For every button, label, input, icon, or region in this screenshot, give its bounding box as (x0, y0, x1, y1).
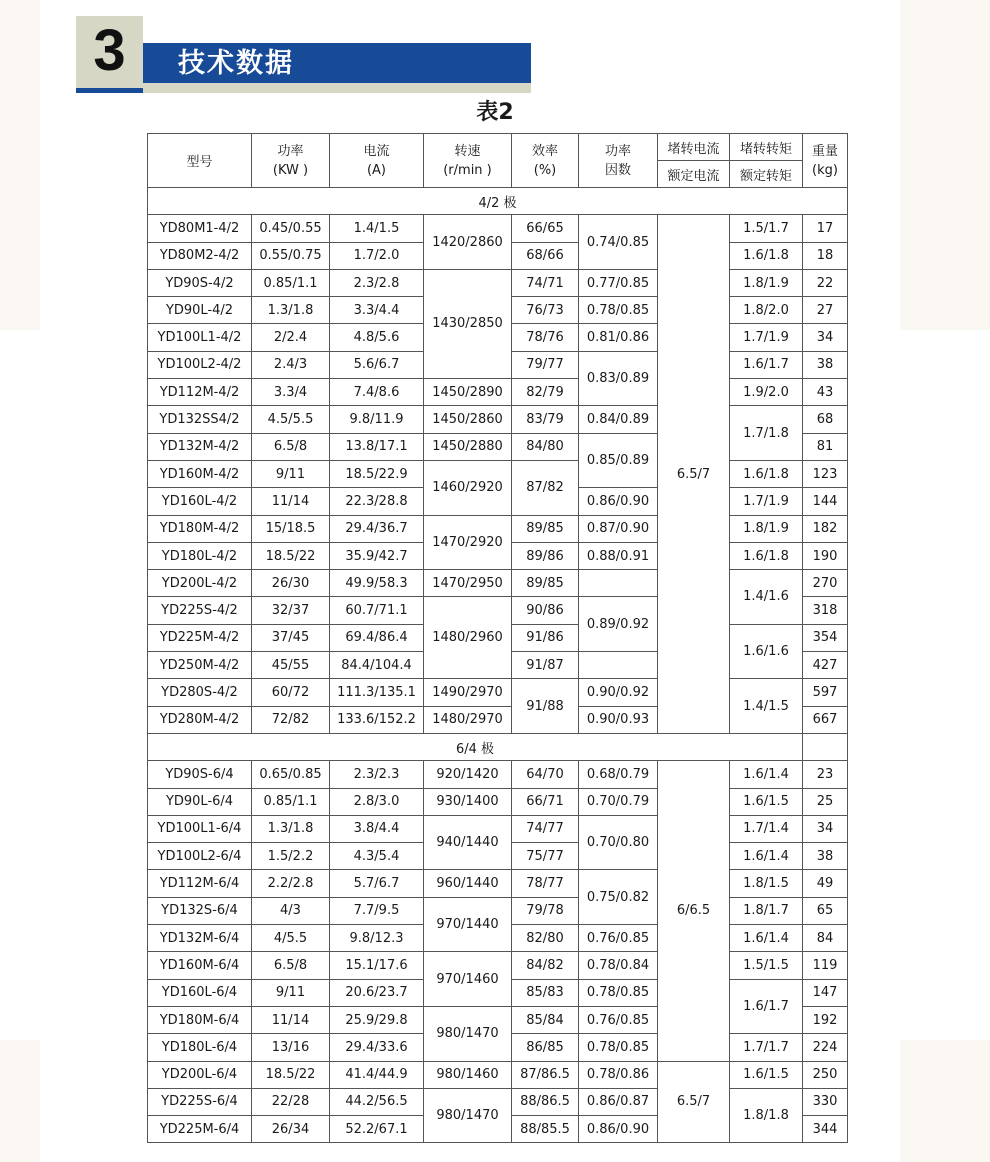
cell-speed: 970/1440 (424, 897, 512, 952)
cell-efficiency: 88/86.5 (512, 1088, 579, 1115)
cell-current: 3.8/4.4 (330, 815, 424, 842)
table-row (148, 815, 848, 842)
cell-weight: 123 (803, 460, 848, 487)
cell-efficiency: 91/87 (512, 652, 579, 679)
cell-power-factor: 0.90/0.93 (579, 706, 658, 733)
header-power (252, 134, 330, 188)
cell-speed: 1450/2890 (424, 379, 512, 406)
cell-weight: 38 (803, 351, 848, 378)
cell-efficiency: 87/82 (512, 460, 579, 515)
table-row (148, 788, 848, 815)
cell-power-factor: 0.90/0.92 (579, 679, 658, 706)
cell-power: 72/82 (252, 706, 330, 733)
cell-efficiency: 91/86 (512, 624, 579, 651)
cell-current: 60.7/71.1 (330, 597, 424, 624)
group-row-6-4 (148, 733, 848, 760)
cell-locked-torque: 1.5/1.5 (730, 952, 803, 979)
cell-current: 7.4/8.6 (330, 379, 424, 406)
cell-model: YD180L-4/2 (148, 542, 252, 569)
cell-speed: 920/1420 (424, 761, 512, 788)
cell-current: 15.1/17.6 (330, 952, 424, 979)
cell-locked-torque: 1.6/1.5 (730, 1061, 803, 1088)
cell-model: YD160L-6/4 (148, 979, 252, 1006)
cell-efficiency: 85/84 (512, 1006, 579, 1033)
cell-power: 4/5.5 (252, 925, 330, 952)
cell-power-factor: 0.85/0.89 (579, 433, 658, 488)
cell-model: YD180M-6/4 (148, 1006, 252, 1033)
cell-locked-torque: 1.7/1.9 (730, 488, 803, 515)
cell-model: YD225S-6/4 (148, 1088, 252, 1115)
header-current (330, 134, 424, 188)
cell-model: YD132S-6/4 (148, 897, 252, 924)
group-label-4-2: 4/2 极 (148, 188, 848, 215)
cell-locked-torque: 1.6/1.5 (730, 788, 803, 815)
cell-weight: 23 (803, 761, 848, 788)
cell-current: 2.3/2.8 (330, 269, 424, 296)
cell-model: YD132SS4/2 (148, 406, 252, 433)
cell-current: 4.3/5.4 (330, 843, 424, 870)
cell-power: 0.85/1.1 (252, 269, 330, 296)
cell-power-factor-empty (579, 652, 658, 679)
cell-power: 3.3/4 (252, 379, 330, 406)
cell-efficiency: 83/79 (512, 406, 579, 433)
cell-power: 0.65/0.85 (252, 761, 330, 788)
cell-power: 26/30 (252, 570, 330, 597)
header-speed (424, 134, 512, 188)
cell-weight: 43 (803, 379, 848, 406)
header-pf-label-1: 功率 (604, 143, 631, 159)
cell-current: 1.4/1.5 (330, 215, 424, 242)
cell-locked-torque: 1.6/1.4 (730, 761, 803, 788)
cell-power: 0.85/1.1 (252, 788, 330, 815)
table-row (148, 679, 848, 706)
header-power-unit: (KW ) (272, 162, 309, 178)
cell-current: 5.6/6.7 (330, 351, 424, 378)
cell-efficiency: 66/71 (512, 788, 579, 815)
cell-current: 20.6/23.7 (330, 979, 424, 1006)
cell-weight: 344 (803, 1116, 848, 1143)
cell-model: YD80M2-4/2 (148, 242, 252, 269)
header-speed-unit: (r/min ) (443, 162, 492, 178)
cell-power: 0.45/0.55 (252, 215, 330, 242)
cell-weight: 34 (803, 815, 848, 842)
header-power-label: 功率 (277, 143, 304, 159)
section-number-accent (76, 88, 143, 93)
cell-locked-current: 6.5/7 (658, 215, 730, 734)
header-efficiency-unit: (%) (533, 162, 557, 178)
cell-current: 44.2/56.5 (330, 1088, 424, 1115)
cell-speed: 1450/2860 (424, 406, 512, 433)
cell-model: YD225S-4/2 (148, 597, 252, 624)
cell-current: 22.3/28.8 (330, 488, 424, 515)
cell-speed: 1460/2920 (424, 460, 512, 515)
cell-power: 32/37 (252, 597, 330, 624)
table-row (148, 460, 848, 487)
cell-power-factor: 0.77/0.85 (579, 269, 658, 296)
cell-weight: 34 (803, 324, 848, 351)
header-speed-label: 转速 (454, 143, 481, 159)
cell-model: YD112M-4/2 (148, 379, 252, 406)
cell-efficiency: 76/73 (512, 297, 579, 324)
table-row (148, 515, 848, 542)
cell-speed: 1480/2960 (424, 597, 512, 679)
cell-power-factor-empty (579, 570, 658, 597)
cell-locked-torque: 1.6/1.7 (730, 351, 803, 378)
header-locked-current-bottom: 额定电流 (658, 161, 730, 188)
header-power-factor (579, 134, 658, 188)
cell-weight: 49 (803, 870, 848, 897)
cell-current: 9.8/12.3 (330, 925, 424, 952)
cell-efficiency: 84/80 (512, 433, 579, 460)
cell-current: 111.3/135.1 (330, 679, 424, 706)
cell-power-factor: 0.86/0.90 (579, 488, 658, 515)
cell-model: YD225M-6/4 (148, 1116, 252, 1143)
section-number: 3 (93, 18, 126, 83)
cell-current: 84.4/104.4 (330, 652, 424, 679)
cell-power-factor: 0.86/0.87 (579, 1088, 658, 1115)
page-margin-left (0, 0, 40, 330)
cell-model: YD250M-4/2 (148, 652, 252, 679)
cell-power: 45/55 (252, 652, 330, 679)
header-efficiency-label: 效率 (531, 143, 558, 159)
cell-current: 29.4/33.6 (330, 1034, 424, 1061)
cell-weight: 427 (803, 652, 848, 679)
cell-speed: 1470/2950 (424, 570, 512, 597)
cell-locked-torque: 1.6/1.8 (730, 542, 803, 569)
cell-power: 11/14 (252, 488, 330, 515)
cell-current: 3.3/4.4 (330, 297, 424, 324)
cell-current: 13.8/17.1 (330, 433, 424, 460)
header-model: 型号 (148, 134, 252, 188)
cell-current: 41.4/44.9 (330, 1061, 424, 1088)
cell-weight: 17 (803, 215, 848, 242)
cell-locked-torque: 1.6/1.4 (730, 843, 803, 870)
header-weight-label: 重量 (811, 143, 838, 159)
cell-power-factor: 0.76/0.85 (579, 925, 658, 952)
cell-locked-torque: 1.4/1.6 (730, 570, 803, 625)
section-number-box (76, 16, 143, 93)
cell-power: 2.4/3 (252, 351, 330, 378)
cell-weight: 27 (803, 297, 848, 324)
cell-locked-torque: 1.5/1.7 (730, 215, 803, 242)
cell-efficiency: 79/77 (512, 351, 579, 378)
cell-power: 4.5/5.5 (252, 406, 330, 433)
cell-efficiency: 88/85.5 (512, 1116, 579, 1143)
cell-current: 5.7/6.7 (330, 870, 424, 897)
cell-model: YD90L-4/2 (148, 297, 252, 324)
cell-efficiency: 78/77 (512, 870, 579, 897)
cell-current: 25.9/29.8 (330, 1006, 424, 1033)
cell-efficiency: 89/85 (512, 515, 579, 542)
cell-power: 6.5/8 (252, 433, 330, 460)
cell-model: YD160M-6/4 (148, 952, 252, 979)
cell-power: 15/18.5 (252, 515, 330, 542)
cell-speed: 960/1440 (424, 870, 512, 897)
cell-model: YD80M1-4/2 (148, 215, 252, 242)
table-row (148, 761, 848, 788)
cell-power: 6.5/8 (252, 952, 330, 979)
cell-current: 7.7/9.5 (330, 897, 424, 924)
cell-locked-torque: 1.8/1.9 (730, 515, 803, 542)
cell-locked-torque: 1.6/1.8 (730, 460, 803, 487)
header-weight-unit: (kg) (812, 162, 838, 178)
cell-speed: 1420/2860 (424, 215, 512, 270)
cell-power-factor: 0.88/0.91 (579, 542, 658, 569)
cell-speed: 980/1470 (424, 1006, 512, 1061)
cell-efficiency: 91/88 (512, 679, 579, 734)
cell-efficiency: 79/78 (512, 897, 579, 924)
cell-current: 49.9/58.3 (330, 570, 424, 597)
table-row (148, 215, 848, 242)
cell-model: YD225M-4/2 (148, 624, 252, 651)
cell-current: 2.3/2.3 (330, 761, 424, 788)
cell-weight: 18 (803, 242, 848, 269)
cell-power-factor: 0.74/0.85 (579, 215, 658, 270)
header-locked-torque-top: 堵转转矩 (730, 134, 803, 161)
cell-power: 18.5/22 (252, 1061, 330, 1088)
cell-efficiency: 90/86 (512, 597, 579, 624)
header-current-label: 电流 (363, 143, 390, 159)
cell-power: 2/2.4 (252, 324, 330, 351)
table-row (148, 1088, 848, 1115)
cell-power: 1.5/2.2 (252, 843, 330, 870)
cell-current: 35.9/42.7 (330, 542, 424, 569)
cell-locked-torque: 1.7/1.8 (730, 406, 803, 461)
cell-efficiency: 68/66 (512, 242, 579, 269)
cell-model: YD280S-4/2 (148, 679, 252, 706)
cell-speed: 940/1440 (424, 815, 512, 870)
cell-speed: 1470/2920 (424, 515, 512, 570)
cell-weight: 354 (803, 624, 848, 651)
cell-efficiency: 75/77 (512, 843, 579, 870)
cell-weight: 192 (803, 1006, 848, 1033)
cell-weight: 318 (803, 597, 848, 624)
cell-model: YD200L-4/2 (148, 570, 252, 597)
cell-weight: 250 (803, 1061, 848, 1088)
cell-efficiency: 85/83 (512, 979, 579, 1006)
cell-power-factor: 0.78/0.84 (579, 952, 658, 979)
cell-locked-torque: 1.8/1.9 (730, 269, 803, 296)
table-row (148, 570, 848, 597)
cell-current: 133.6/152.2 (330, 706, 424, 733)
cell-locked-torque: 1.9/2.0 (730, 379, 803, 406)
cell-efficiency: 89/86 (512, 542, 579, 569)
cell-model: YD280M-4/2 (148, 706, 252, 733)
cell-model: YD100L2-6/4 (148, 843, 252, 870)
cell-weight: 84 (803, 925, 848, 952)
cell-efficiency: 82/79 (512, 379, 579, 406)
cell-model: YD200L-6/4 (148, 1061, 252, 1088)
header-pf-label-2: 因数 (604, 162, 631, 178)
cell-model: YD100L1-6/4 (148, 815, 252, 842)
cell-power: 1.3/1.8 (252, 297, 330, 324)
cell-current: 4.8/5.6 (330, 324, 424, 351)
cell-weight: 144 (803, 488, 848, 515)
cell-weight: 270 (803, 570, 848, 597)
cell-efficiency: 64/70 (512, 761, 579, 788)
cell-current: 2.8/3.0 (330, 788, 424, 815)
cell-power: 60/72 (252, 679, 330, 706)
cell-weight: 81 (803, 433, 848, 460)
cell-power: 13/16 (252, 1034, 330, 1061)
cell-power-factor: 0.75/0.82 (579, 870, 658, 925)
cell-current: 29.4/36.7 (330, 515, 424, 542)
section-underline (76, 83, 531, 93)
header-efficiency (512, 134, 579, 188)
cell-locked-torque: 1.8/1.5 (730, 870, 803, 897)
cell-efficiency: 86/85 (512, 1034, 579, 1061)
cell-power: 11/14 (252, 1006, 330, 1033)
cell-model: YD90L-6/4 (148, 788, 252, 815)
cell-locked-torque: 1.8/2.0 (730, 297, 803, 324)
cell-model: YD112M-6/4 (148, 870, 252, 897)
cell-power-factor: 0.81/0.86 (579, 324, 658, 351)
page-margin-left-bottom (0, 1040, 40, 1162)
cell-speed: 970/1460 (424, 952, 512, 1007)
cell-current: 69.4/86.4 (330, 624, 424, 651)
cell-weight: 182 (803, 515, 848, 542)
cell-speed: 930/1400 (424, 788, 512, 815)
cell-locked-torque: 1.8/1.7 (730, 897, 803, 924)
header-locked-torque-bottom: 额定转矩 (730, 161, 803, 188)
cell-efficiency: 82/80 (512, 925, 579, 952)
cell-locked-torque: 1.6/1.8 (730, 242, 803, 269)
page-margin-right-bottom (900, 1040, 990, 1162)
cell-locked-torque: 1.6/1.4 (730, 925, 803, 952)
cell-power: 18.5/22 (252, 542, 330, 569)
cell-efficiency: 74/71 (512, 269, 579, 296)
cell-locked-torque: 1.7/1.7 (730, 1034, 803, 1061)
header-row (148, 134, 848, 161)
cell-weight: 25 (803, 788, 848, 815)
cell-model: YD132M-6/4 (148, 925, 252, 952)
cell-current: 18.5/22.9 (330, 460, 424, 487)
header-current-unit: (A) (366, 162, 387, 178)
cell-model: YD160M-4/2 (148, 460, 252, 487)
cell-power-factor: 0.70/0.79 (579, 788, 658, 815)
cell-model: YD180M-4/2 (148, 515, 252, 542)
cell-efficiency: 74/77 (512, 815, 579, 842)
cell-locked-torque: 1.8/1.8 (730, 1088, 803, 1143)
cell-weight: 597 (803, 679, 848, 706)
cell-model: YD160L-4/2 (148, 488, 252, 515)
cell-weight: 65 (803, 897, 848, 924)
table-caption: 表2 (476, 100, 514, 125)
cell-weight: 667 (803, 706, 848, 733)
cell-power-factor: 0.78/0.85 (579, 979, 658, 1006)
cell-power-factor: 0.84/0.89 (579, 406, 658, 433)
cell-speed: 980/1460 (424, 1061, 512, 1088)
cell-weight: 119 (803, 952, 848, 979)
cell-efficiency: 89/85 (512, 570, 579, 597)
table-row (148, 897, 848, 924)
cell-weight: 22 (803, 269, 848, 296)
table-row (148, 870, 848, 897)
cell-locked-current: 6.5/7 (658, 1061, 730, 1143)
group-row-4-2 (148, 188, 848, 215)
cell-speed: 1490/2970 (424, 679, 512, 706)
cell-locked-current: 6/6.5 (658, 761, 730, 1061)
cell-locked-torque: 1.7/1.9 (730, 324, 803, 351)
cell-power: 1.3/1.8 (252, 815, 330, 842)
cell-efficiency: 84/82 (512, 952, 579, 979)
cell-locked-torque: 1.4/1.5 (730, 679, 803, 734)
cell-speed: 1450/2880 (424, 433, 512, 460)
cell-weight: 68 (803, 406, 848, 433)
cell-power-factor: 0.89/0.92 (579, 597, 658, 652)
cell-model: YD180L-6/4 (148, 1034, 252, 1061)
cell-locked-torque: 1.6/1.7 (730, 979, 803, 1034)
group-label-6-4: 6/4 极 (148, 733, 803, 760)
cell-power-factor: 0.68/0.79 (579, 761, 658, 788)
table-row (148, 269, 848, 296)
header-locked-current-top: 堵转电流 (658, 134, 730, 161)
cell-power-factor: 0.76/0.85 (579, 1006, 658, 1033)
cell-power: 37/45 (252, 624, 330, 651)
cell-power-factor: 0.78/0.85 (579, 297, 658, 324)
page-margin-right (900, 0, 990, 330)
header-weight (803, 134, 848, 188)
table-row (148, 406, 848, 433)
cell-locked-torque: 1.7/1.4 (730, 815, 803, 842)
cell-power: 2.2/2.8 (252, 870, 330, 897)
cell-model: YD90S-4/2 (148, 269, 252, 296)
cell-current: 1.7/2.0 (330, 242, 424, 269)
cell-weight: 147 (803, 979, 848, 1006)
cell-model: YD100L1-4/2 (148, 324, 252, 351)
cell-weight: 224 (803, 1034, 848, 1061)
cell-weight: 38 (803, 843, 848, 870)
cell-speed: 980/1470 (424, 1088, 512, 1143)
table-row (148, 952, 848, 979)
cell-model: YD132M-4/2 (148, 433, 252, 460)
cell-power: 0.55/0.75 (252, 242, 330, 269)
group-row-6-4-weight-empty (803, 733, 848, 760)
cell-power-factor: 0.78/0.86 (579, 1061, 658, 1088)
cell-power-factor: 0.86/0.90 (579, 1116, 658, 1143)
cell-weight: 330 (803, 1088, 848, 1115)
cell-current: 9.8/11.9 (330, 406, 424, 433)
cell-model: YD100L2-4/2 (148, 351, 252, 378)
cell-efficiency: 87/86.5 (512, 1061, 579, 1088)
cell-weight: 190 (803, 542, 848, 569)
cell-power-factor: 0.87/0.90 (579, 515, 658, 542)
cell-power: 26/34 (252, 1116, 330, 1143)
table-row (148, 379, 848, 406)
table-row (148, 1061, 848, 1088)
cell-efficiency: 78/76 (512, 324, 579, 351)
cell-speed: 1430/2850 (424, 269, 512, 378)
cell-power-factor: 0.83/0.89 (579, 351, 658, 406)
cell-speed: 1480/2970 (424, 706, 512, 733)
cell-power: 4/3 (252, 897, 330, 924)
cell-locked-torque: 1.6/1.6 (730, 624, 803, 679)
section-title: 技术数据 (178, 48, 294, 79)
cell-power: 9/11 (252, 979, 330, 1006)
cell-model: YD90S-6/4 (148, 761, 252, 788)
cell-power: 22/28 (252, 1088, 330, 1115)
cell-efficiency: 66/65 (512, 215, 579, 242)
cell-current: 52.2/67.1 (330, 1116, 424, 1143)
cell-power-factor: 0.78/0.85 (579, 1034, 658, 1061)
cell-power: 9/11 (252, 460, 330, 487)
cell-power-factor: 0.70/0.80 (579, 815, 658, 870)
spec-table (147, 133, 848, 1143)
